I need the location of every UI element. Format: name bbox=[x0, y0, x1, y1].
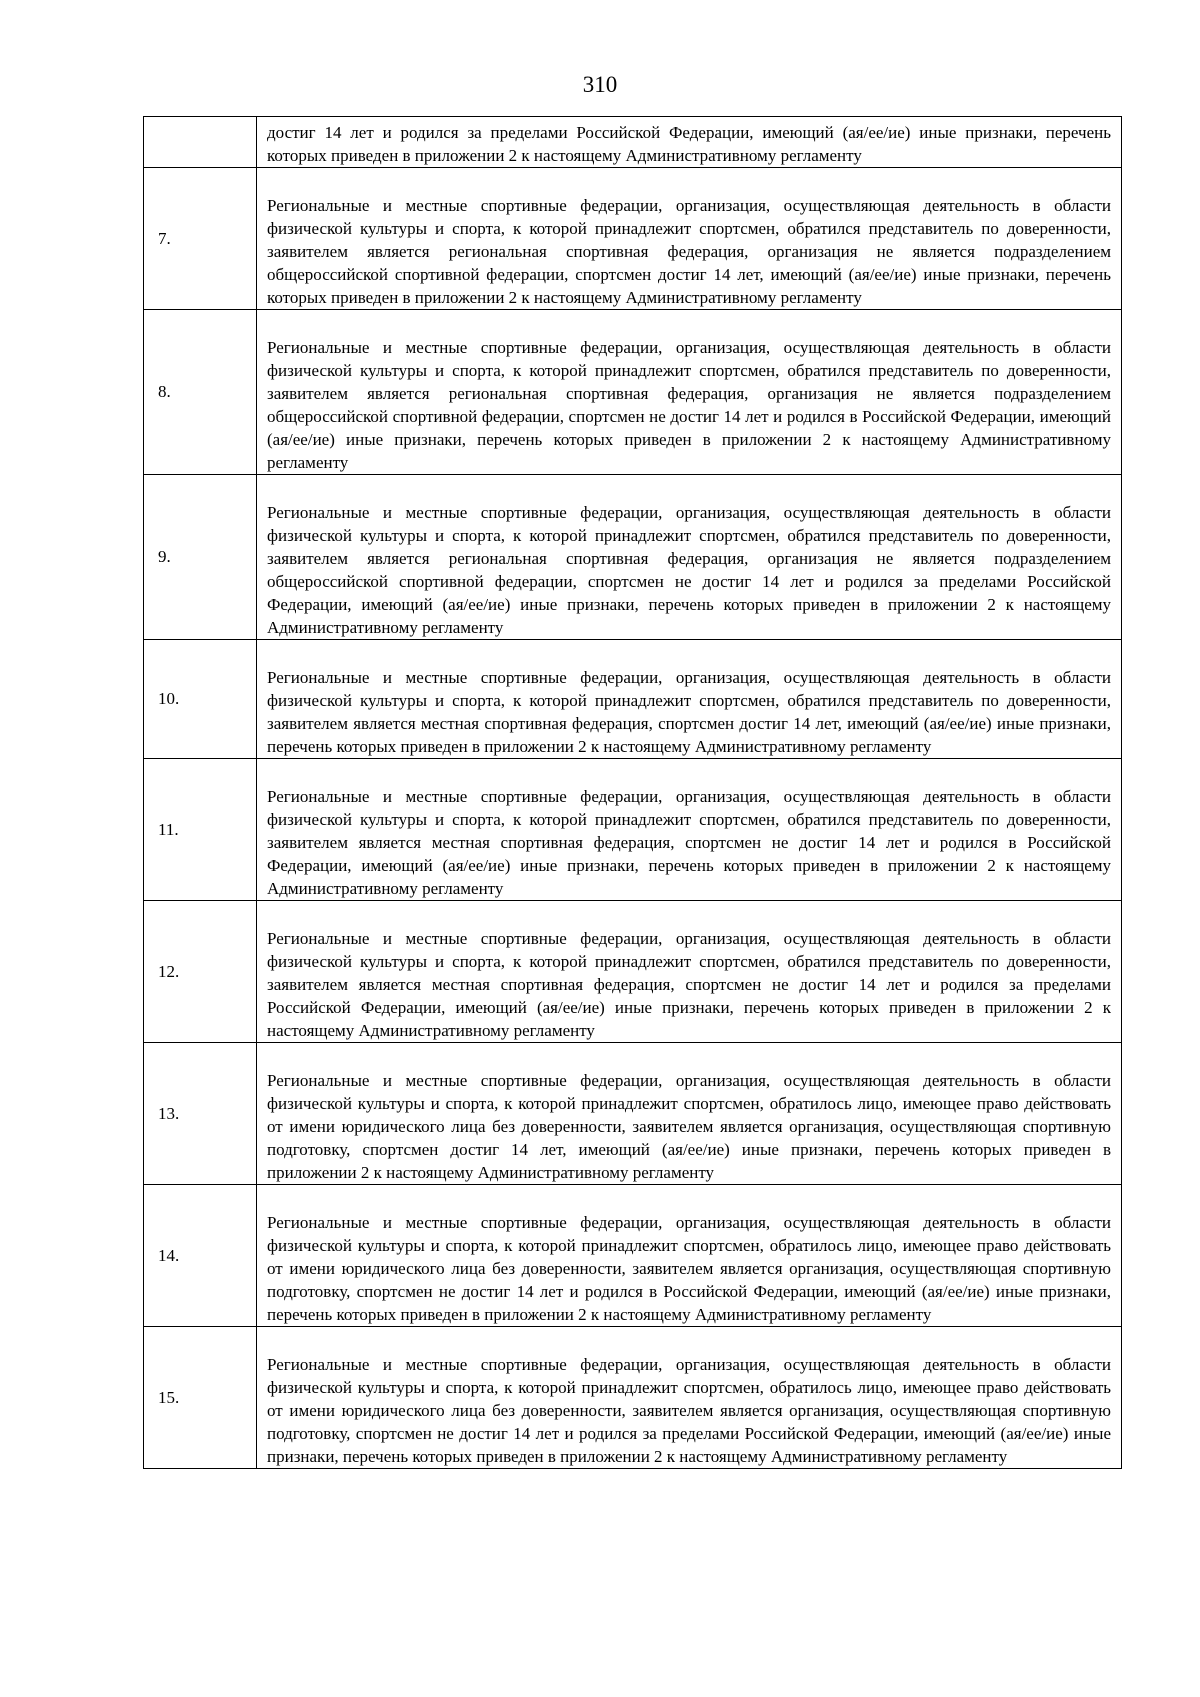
row-number: 8. bbox=[144, 310, 257, 475]
table-row bbox=[144, 1043, 1122, 1185]
row-text: Региональные и местные спортивные федерации, организация, осуществляющая деятельность в области физической культуры и спорта, к которой принадлежит спортсмен, обратился представитель по доверенности, заявителем является региональная спортивная федерация, организация не является подразделением общероссийской спортивной федерации, спортсмен достиг 14 лет, имеющий (ая/ее/ие) иные признаки, перечень которых приведен в приложении 2 к настоящему Административному регламенту bbox=[257, 168, 1122, 310]
row-text: достиг 14 лет и родился за пределами Российской Федерации, имеющий (ая/ее/ие) иные признаки, перечень которых приведен в приложении 2 к настоящему Административному регламенту bbox=[257, 117, 1122, 168]
row-text: Региональные и местные спортивные федерации, организация, осуществляющая деятельность в области физической культуры и спорта, к которой принадлежит спортсмен, обратился представитель по доверенности, заявителем является местная спортивная федерация, спортсмен не достиг 14 лет и родился в Российской Федерации, имеющий (ая/ее/ие) иные признаки, перечень которых приведен в приложении 2 к настоящему Административному регламенту bbox=[257, 759, 1122, 901]
row-text: Региональные и местные спортивные федерации, организация, осуществляющая деятельность в области физической культуры и спорта, к которой принадлежит спортсмен, обратился представитель по доверенности, заявителем является региональная спортивная федерация, организация не является подразделением общероссийской спортивной федерации, спортсмен не достиг 14 лет и родился за пределами Российской Федерации, имеющий (ая/ее/ие) иные признаки, перечень которых приведен в приложении 2 к настоящему Административному регламенту bbox=[257, 475, 1122, 640]
table-row bbox=[144, 117, 1122, 168]
row-number: 10. bbox=[144, 640, 257, 759]
page-number: 310 bbox=[582, 72, 618, 97]
table-row bbox=[144, 310, 1122, 475]
row-number: 9. bbox=[144, 475, 257, 640]
regulation-table bbox=[143, 116, 1122, 1469]
row-text: Региональные и местные спортивные федерации, организация, осуществляющая деятельность в области физической культуры и спорта, к которой принадлежит спортсмен, обратилось лицо, имеющее право действовать от имени юридического лица без доверенности, заявителем является организация, осуществляющая спортивную подготовку, спортсмен не достиг 14 лет и родился в Российской Федерации, имеющий (ая/ее/ие) иные признаки, перечень которых приведен в приложении 2 к настоящему Административному регламенту bbox=[257, 1185, 1122, 1327]
row-number: 12. bbox=[144, 901, 257, 1043]
table-row bbox=[144, 1185, 1122, 1327]
row-number bbox=[144, 117, 257, 168]
row-text: Региональные и местные спортивные федерации, организация, осуществляющая деятельность в области физической культуры и спорта, к которой принадлежит спортсмен, обратился представитель по доверенности, заявителем является региональная спортивная федерация, организация не является подразделением общероссийской спортивной федерации, спортсмен не достиг 14 лет и родился в Российской Федерации, имеющий (ая/ее/ие) иные признаки, перечень которых приведен в приложении 2 к настоящему Административному регламенту bbox=[257, 310, 1122, 475]
row-number: 13. bbox=[144, 1043, 257, 1185]
table-row bbox=[144, 759, 1122, 901]
row-number: 15. bbox=[144, 1327, 257, 1469]
table-row bbox=[144, 901, 1122, 1043]
row-text: Региональные и местные спортивные федерации, организация, осуществляющая деятельность в области физической культуры и спорта, к которой принадлежит спортсмен, обратился представитель по доверенности, заявителем является местная спортивная федерация, спортсмен достиг 14 лет, имеющий (ая/ее/ие) иные признаки, перечень которых приведен в приложении 2 к настоящему Административному регламенту bbox=[257, 640, 1122, 759]
table-row bbox=[144, 168, 1122, 310]
row-text: Региональные и местные спортивные федерации, организация, осуществляющая деятельность в области физической культуры и спорта, к которой принадлежит спортсмен, обратилось лицо, имеющее право действовать от имени юридического лица без доверенности, заявителем является организация, осуществляющая спортивную подготовку, спортсмен не достиг 14 лет и родился за пределами Российской Федерации, имеющий (ая/ее/ие) иные признаки, перечень которых приведен в приложении 2 к настоящему Административному регламенту bbox=[257, 1327, 1122, 1469]
row-text: Региональные и местные спортивные федерации, организация, осуществляющая деятельность в области физической культуры и спорта, к которой принадлежит спортсмен, обратился представитель по доверенности, заявителем является местная спортивная федерация, спортсмен не достиг 14 лет и родился за пределами Российской Федерации, имеющий (ая/ее/ие) иные признаки, перечень которых приведен в приложении 2 к настоящему Административному регламенту bbox=[257, 901, 1122, 1043]
row-number: 14. bbox=[144, 1185, 257, 1327]
row-text: Региональные и местные спортивные федерации, организация, осуществляющая деятельность в области физической культуры и спорта, к которой принадлежит спортсмен, обратилось лицо, имеющее право действовать от имени юридического лица без доверенности, заявителем является организация, осуществляющая спортивную подготовку, спортсмен достиг 14 лет, имеющий (ая/ее/ие) иные признаки, перечень которых приведен в приложении 2 к настоящему Административному регламенту bbox=[257, 1043, 1122, 1185]
table-row bbox=[144, 1327, 1122, 1469]
table-row bbox=[144, 640, 1122, 759]
row-number: 11. bbox=[144, 759, 257, 901]
row-number: 7. bbox=[144, 168, 257, 310]
table-row bbox=[144, 475, 1122, 640]
